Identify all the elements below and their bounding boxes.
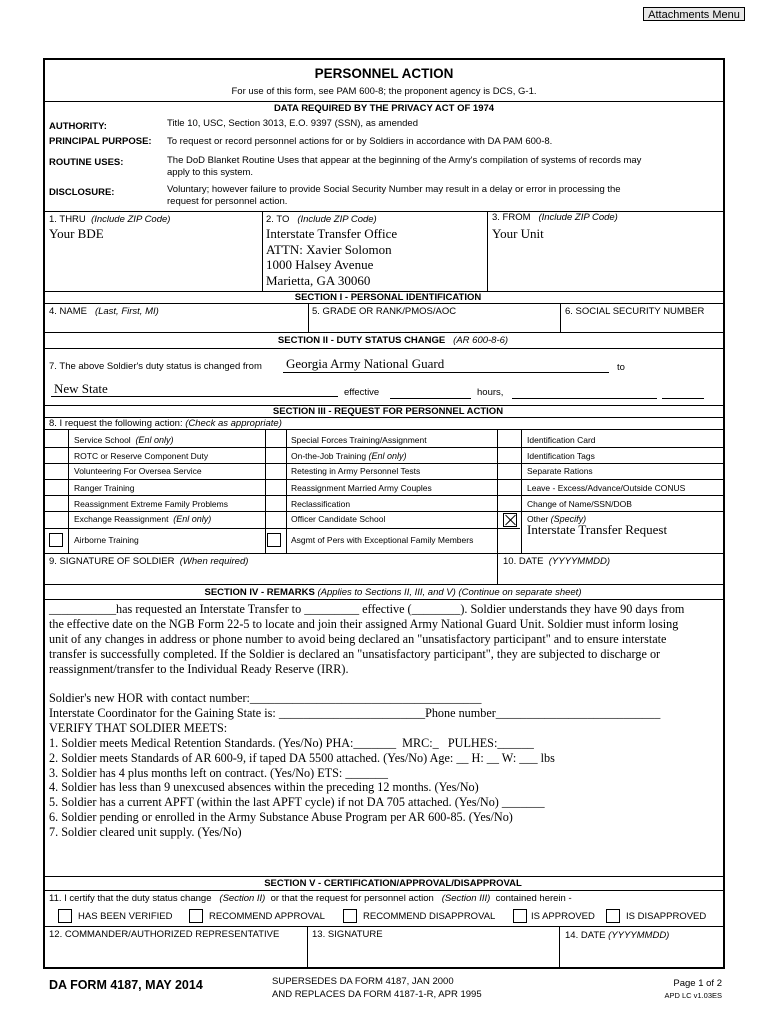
action-option[interactable]: Identification Card — [527, 435, 596, 445]
remarks-line: Soldier's new HOR with contact number:______________________________________ — [49, 691, 482, 705]
remarks-line: 1. Soldier meets Medical Retention Standards. (Yes/No) PHA:_______ MRC:_ PULHES:______ — [49, 736, 534, 750]
form-title: PERSONNEL ACTION — [314, 66, 454, 81]
effective-word: effective — [344, 387, 380, 398]
action-option[interactable]: Reclassification — [291, 499, 351, 509]
supersedes-line-2: AND REPLACES DA FORM 4187-1-R, APR 1995 — [272, 989, 482, 1000]
privacy-title: DATA REQUIRED BY THE PRIVACY ACT OF 1974 — [273, 103, 495, 114]
authority-label: AUTHORITY: — [49, 121, 107, 132]
section2-title: SECTION II - DUTY STATUS CHANGE (AR 600-8-6) — [277, 335, 509, 346]
disclosure-label: DISCLOSURE: — [49, 187, 115, 198]
to-label: 2. TO (Include ZIP Code) — [266, 214, 377, 225]
action-option[interactable]: Reassignment Extreme Family Problems — [74, 499, 228, 509]
action-option[interactable]: ROTC or Reserve Component Duty — [74, 451, 209, 461]
section5-title: SECTION V - CERTIFICATION/APPROVAL/DISAPPROVAL — [264, 878, 522, 889]
to-line: Marietta, GA 30060 — [266, 272, 371, 288]
action-option[interactable]: Asgmt of Pers with Exceptional Family Members — [291, 535, 474, 545]
other-checkbox-checked[interactable] — [503, 513, 517, 527]
item8-label: 8. I request the following action: (Check as appropriate) — [49, 418, 282, 429]
remarks-line: 5. Soldier has a current APFT (within the last APFT cycle) if not DA 705 attached. (Yes/No) _______ — [49, 795, 545, 809]
remarks-line: the effective date on the NGB Form 22-5 to locate and join their assigned Army National Guard Unit. Soldier must inform losing — [49, 617, 679, 631]
soldier-signature-label: 9. SIGNATURE OF SOLDIER (When required) — [49, 556, 249, 567]
section4-title: SECTION IV - REMARKS (Applies to Sections II, III, and V) (Continue on separate sheet) — [204, 587, 582, 598]
other-specify-value[interactable]: Interstate Transfer Request — [527, 522, 668, 537]
to-line: ATTN: Xavier Solomon — [266, 241, 392, 257]
checkbox[interactable] — [267, 533, 281, 547]
use-note: For use of this form, see PAM 600-8; the proponent agency is DCS, G-1. — [231, 86, 537, 97]
checkbox[interactable] — [58, 909, 72, 923]
option-recommend-approval[interactable]: RECOMMEND APPROVAL — [209, 911, 325, 922]
signature-label: 13. SIGNATURE — [312, 929, 383, 940]
action-option[interactable]: Service School (Enl only) — [74, 435, 174, 445]
action-option[interactable]: Separate Rations — [527, 466, 593, 476]
to-word: to — [617, 362, 625, 373]
thru-value[interactable]: Your BDE — [49, 226, 104, 241]
checkbox[interactable] — [513, 909, 527, 923]
action-option[interactable]: Change of Name/SSN/DOB — [527, 499, 632, 509]
disclosure-text-1: Voluntary; however failure to provide Social Security Number may result in a delay or error in processing the — [167, 184, 621, 195]
hours-field[interactable] — [512, 384, 657, 399]
remarks-line: 4. Soldier has less than 9 unexcused absences within the preceding 12 months. (Yes/No) — [49, 780, 479, 794]
to-address[interactable] — [266, 226, 397, 288]
routine-label: ROUTINE USES: — [49, 157, 124, 168]
disclosure-text-2: request for personnel action. — [167, 196, 288, 207]
line7-text: 7. The above Soldier's duty status is changed from — [49, 361, 262, 372]
extra-field[interactable] — [662, 384, 704, 399]
action-option[interactable]: Exchange Reassignment (Enl only) — [74, 514, 212, 524]
form-id: DA FORM 4187, MAY 2014 — [49, 978, 203, 992]
remarks-line: VERIFY THAT SOLDIER MEETS: — [49, 721, 228, 735]
option-is-approved[interactable]: IS APPROVED — [531, 911, 595, 922]
action-option[interactable]: Special Forces Training/Assignment — [291, 435, 427, 445]
duty-from-value: Georgia Army National Guard — [286, 356, 445, 371]
supersedes-line-1: SUPERSEDES DA FORM 4187, JAN 2000 — [272, 976, 454, 987]
remarks-line: 2. Soldier meets Standards of AR 600-9, if taped DA 5500 attached. (Yes/No) Age: __ H: __ W: ___ lbs — [49, 751, 555, 765]
checkbox[interactable] — [49, 533, 63, 547]
hours-word: hours, — [477, 387, 504, 398]
section3-title: SECTION III - REQUEST FOR PERSONNEL ACTION — [272, 406, 504, 417]
action-option[interactable]: Reassignment Married Army Couples — [291, 483, 432, 493]
remarks-line: unit of any changes in address or phone number to avoid being declared an "unsatisfactory participant" and to ensure interstate — [49, 632, 667, 646]
checkbox[interactable] — [189, 909, 203, 923]
item11-text: 11. I certify that the duty status change (Section II) or that the request for personnel action (Section III) contained herein - — [49, 893, 572, 904]
purpose-label: PRINCIPAL PURPOSE: — [49, 136, 152, 147]
remarks-line: ___________has requested an Interstate Transfer to _________ effective (________). Soldier understands they have 90 days from — [49, 602, 685, 616]
name-label: 4. NAME (Last, First, MI) — [49, 306, 159, 317]
remarks-line: 6. Soldier pending or enrolled in the Army Substance Abuse Program per AR 600-85. (Yes/No) — [49, 810, 513, 824]
ssn-label: 6. SOCIAL SECURITY NUMBER — [565, 306, 705, 317]
grade-label: 5. GRADE OR RANK/PMOS/AOC — [312, 306, 457, 317]
action-option[interactable]: On-the-Job Training (Enl only) — [291, 451, 407, 461]
from-value[interactable]: Your Unit — [492, 226, 544, 241]
remarks-line: 3. Soldier has 4 plus months left on contract. (Yes/No) ETS: _______ — [49, 766, 388, 780]
remarks-line: Interstate Coordinator for the Gaining State is: ________________________Phone number___________________________ — [49, 706, 661, 720]
action-option[interactable]: Airborne Training — [74, 535, 139, 545]
action-option[interactable]: Identification Tags — [527, 451, 595, 461]
authority-text: Title 10, USC, Section 3013, E.O. 9397 (SSN), as amended — [167, 118, 418, 129]
action-option[interactable]: Volunteering For Oversea Service — [74, 466, 202, 476]
from-label: 3. FROM (Include ZIP Code) — [492, 212, 618, 223]
routine-text-2: apply to this system. — [167, 167, 254, 178]
checkbox[interactable] — [606, 909, 620, 923]
option-recommend-disapproval[interactable]: RECOMMEND DISAPPROVAL — [363, 911, 496, 922]
remarks-line: transfer is successfully completed. If the Soldier is declared an "unsatisfactory participant", they are subjected to discharge or — [49, 647, 661, 661]
action-option[interactable]: Other (Specify) — [527, 514, 587, 524]
action-option[interactable]: Officer Candidate School — [291, 514, 386, 524]
soldier-date-label: 10. DATE (YYYYMMDD) — [503, 556, 610, 567]
section1-title: SECTION I - PERSONAL IDENTIFICATION — [294, 292, 482, 303]
commander-label: 12. COMMANDER/AUTHORIZED REPRESENTATIVE — [49, 929, 280, 940]
page-number: Page 1 of 2 — [673, 978, 722, 989]
to-line: Interstate Transfer Office — [266, 226, 398, 241]
action-option[interactable]: Ranger Training — [74, 483, 135, 493]
option-has-been-verified[interactable]: HAS BEEN VERIFIED — [78, 911, 173, 922]
approval-date-label: 14. DATE (YYYYMMDD) — [565, 930, 670, 941]
purpose-text: To request or record personnel actions for or by Soldiers in accordance with DA PAM 600-8. — [167, 136, 553, 147]
duty-to-value: New State — [54, 381, 108, 396]
thru-label: 1. THRU (Include ZIP Code) — [49, 214, 171, 225]
option-is-disapproved[interactable]: IS DISAPPROVED — [626, 911, 707, 922]
action-option[interactable]: Leave - Excess/Advance/Outside CONUS — [527, 483, 686, 493]
attachments-menu-button[interactable]: Attachments Menu — [643, 7, 745, 21]
version: APD LC v1.03ES — [664, 991, 722, 1000]
action-option[interactable]: Retesting in Army Personnel Tests — [291, 466, 421, 476]
remarks-line: 7. Soldier cleared unit supply. (Yes/No) — [49, 825, 242, 839]
checkbox[interactable] — [343, 909, 357, 923]
remarks-line: reassignment/transfer to the Individual Ready Reserve (IRR). — [49, 662, 349, 676]
routine-text-1: The DoD Blanket Routine Uses that appear at the beginning of the Army's compilation of systems of records may — [167, 155, 642, 166]
to-line: 1000 Halsey Avenue — [266, 257, 374, 272]
effective-date-field[interactable] — [390, 384, 471, 399]
